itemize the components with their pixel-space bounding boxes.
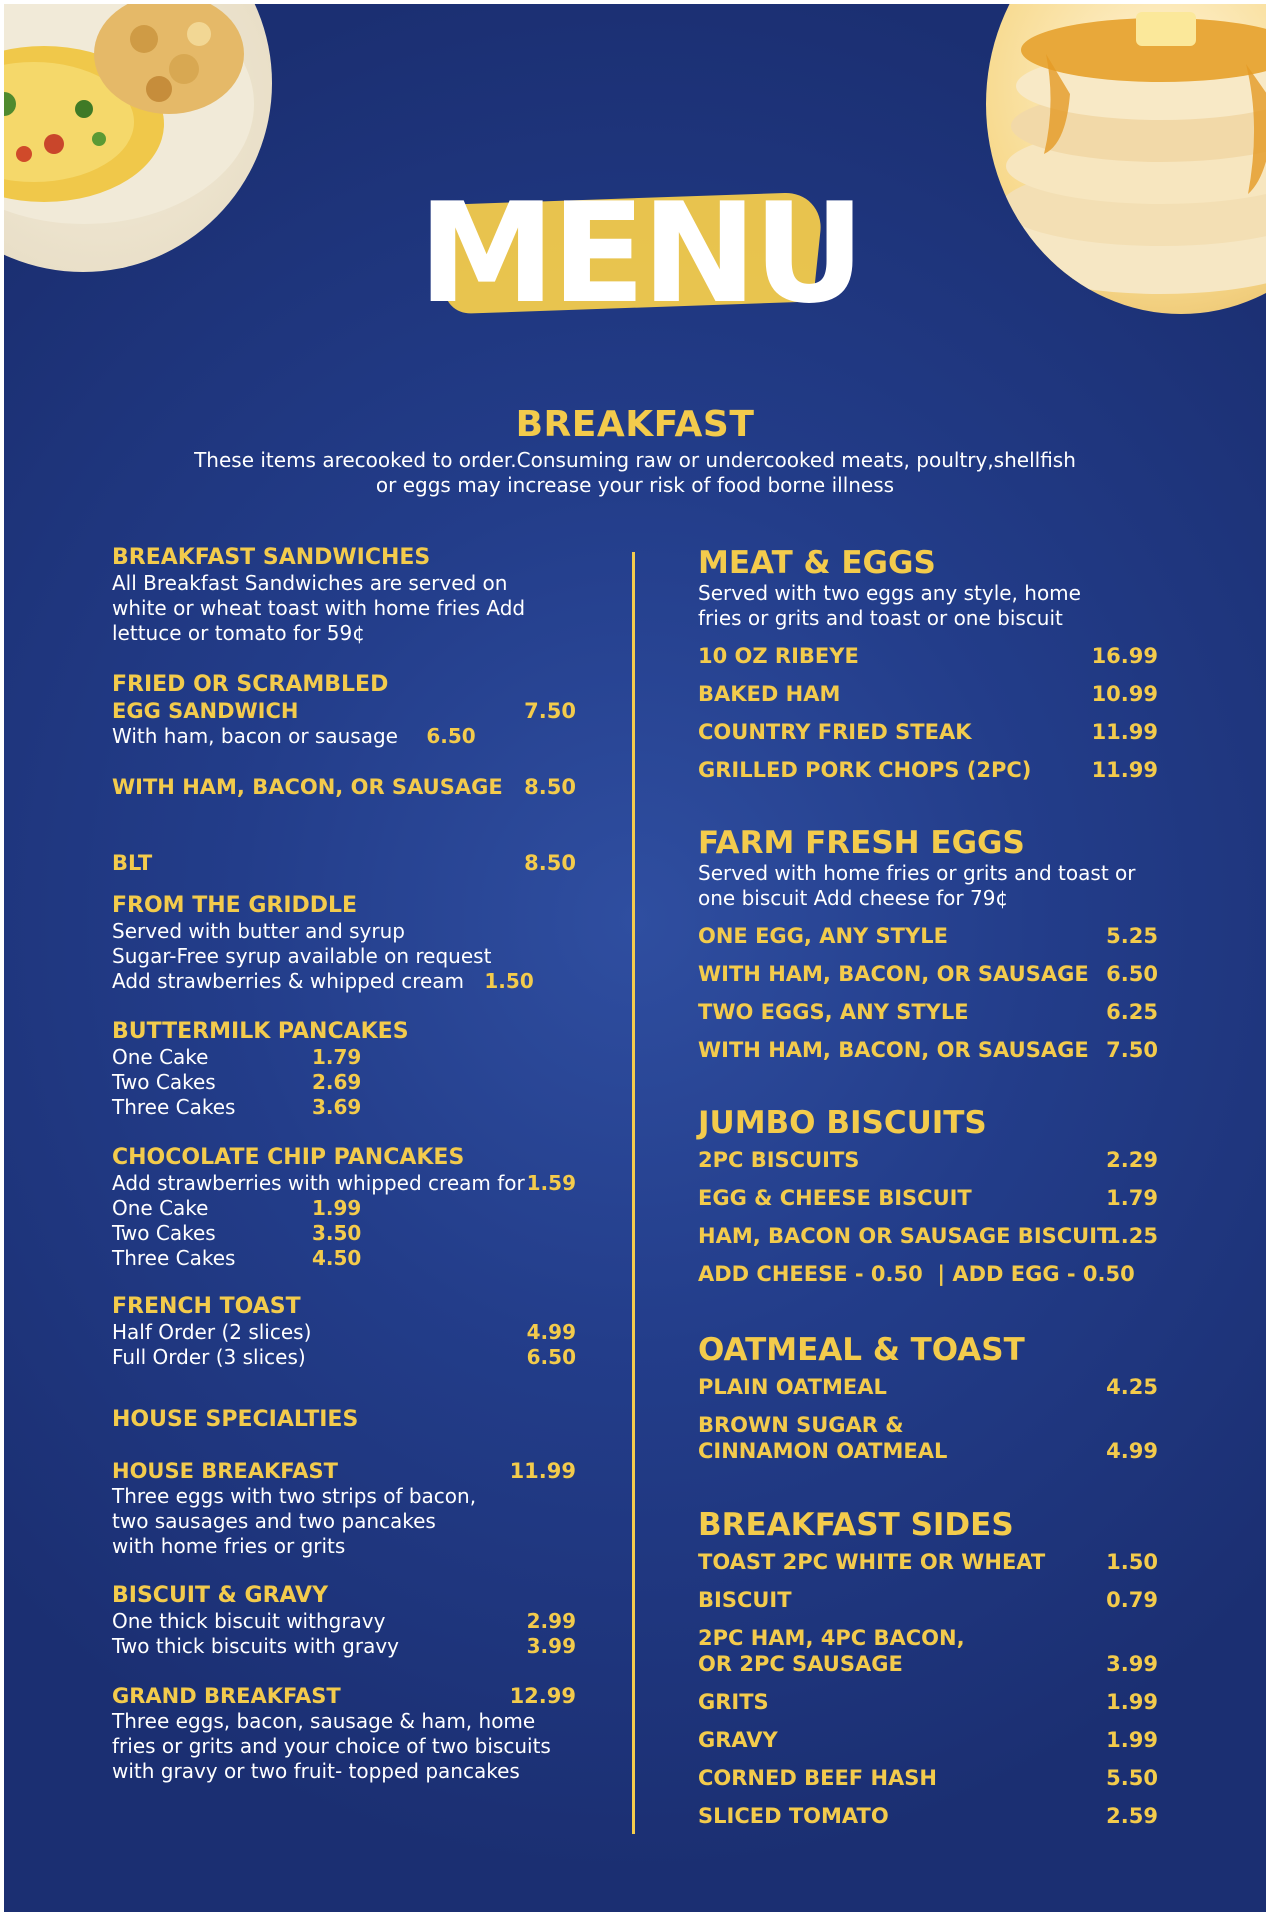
breakfast-heading: BREAKFAST (515, 404, 755, 445)
blt-item (112, 850, 576, 876)
chocolate-row-label: Three Cakes (112, 1246, 236, 1270)
farm-eggs-item-price: 6.50 (1106, 962, 1158, 986)
griddle-line3-price: 1.50 (484, 969, 534, 993)
side-item (698, 1689, 1158, 1727)
meat-eggs-item-price: 16.99 (1091, 644, 1158, 668)
side-item-name: GRITS (698, 1690, 769, 1714)
chocolate-add-row (112, 1171, 576, 1196)
farm-eggs-item-price: 7.50 (1106, 1038, 1158, 1062)
farm-eggs-item-name: TWO EGGS, ANY STYLE (698, 1000, 969, 1024)
jumbo-item-price: 1.25 (1106, 1224, 1158, 1248)
buttermilk-row (112, 1070, 576, 1095)
buttermilk-row (112, 1045, 576, 1070)
blt-price: 8.50 (524, 851, 576, 875)
side-item-price: 1.99 (1106, 1728, 1158, 1752)
side-meat-name-line2: OR 2PC SAUSAGE (698, 1652, 903, 1676)
oatmeal-heading: OATMEAL & TOAST (698, 1332, 1025, 1368)
meat-eggs-item-name: GRILLED PORK CHOPS (2PC) (698, 758, 1032, 782)
side-item-price: 0.79 (1106, 1588, 1158, 1612)
fried-egg-sub-row (112, 724, 576, 749)
french-toast-section (112, 1294, 576, 1370)
meat-eggs-heading: MEAT & EGGS (698, 545, 936, 581)
french-toast-row-label: Full Order (3 slices) (112, 1345, 306, 1369)
grand-breakfast-name: GRAND BREAKFAST (112, 1684, 341, 1708)
biscuit-gravy-row-label: Two thick biscuits with gravy (112, 1634, 400, 1658)
meat-eggs-item-price: 10.99 (1091, 682, 1158, 706)
house-breakfast-item (112, 1458, 576, 1559)
griddle-line2: Sugar-Free syrup available on request (112, 944, 492, 968)
french-toast-row-price: 4.99 (526, 1320, 576, 1344)
farm-eggs-desc: Served with home fries or grits and toast or one biscuit Add cheese for 79¢ (698, 861, 1136, 910)
jumbo-item-name: EGG & CHEESE BISCUIT (698, 1186, 972, 1210)
meat-eggs-item (698, 757, 1158, 795)
farm-eggs-item-price: 5.25 (1106, 924, 1158, 948)
jumbo-addons: ADD CHEESE - 0.50 | ADD EGG - 0.50 (698, 1262, 1135, 1286)
jumbo-biscuits-heading: JUMBO BISCUITS (698, 1105, 987, 1141)
breakfast-sandwiches-heading: BREAKFAST SANDWICHES (112, 545, 431, 570)
jumbo-item-name: 2PC BISCUITS (698, 1148, 860, 1172)
buttermilk-row-price: 2.69 (312, 1070, 362, 1094)
oatmeal-section (698, 1332, 1158, 1464)
meat-eggs-item-price: 11.99 (1091, 758, 1158, 782)
griddle-section (112, 893, 576, 994)
meat-eggs-item-name: 10 OZ RIBEYE (698, 644, 859, 668)
buttermilk-section (112, 1019, 576, 1120)
side-item (698, 1765, 1158, 1803)
chocolate-section (112, 1145, 576, 1271)
buttermilk-row-price: 1.79 (312, 1045, 362, 1069)
side-item (698, 1651, 1158, 1689)
jumbo-item (698, 1147, 1158, 1185)
farm-eggs-item (698, 1037, 1158, 1075)
jumbo-item-price: 2.29 (1106, 1148, 1158, 1172)
side-meat-name-line1: 2PC HAM, 4PC BACON, (698, 1626, 965, 1650)
meat-eggs-item (698, 643, 1158, 681)
chocolate-row (112, 1246, 576, 1271)
jumbo-item-price: 1.79 (1106, 1186, 1158, 1210)
side-item-name: TOAST 2PC WHITE OR WHEAT (698, 1550, 1046, 1574)
farm-eggs-item-name: ONE EGG, ANY STYLE (698, 924, 948, 948)
french-toast-row-label: Half Order (2 slices) (112, 1320, 312, 1344)
menu-page (4, 4, 1266, 1912)
menu-title-block (418, 173, 862, 334)
side-item-name: SLICED TOMATO (698, 1804, 889, 1828)
breakfast-intro: These items arecooked to order.Consuming raw or undercooked meats, poultry,shellfish or eggs may increase your risk of food borne illness (194, 448, 1076, 497)
omelette-illustration (4, 4, 272, 272)
fried-egg-name-line1: FRIED OR SCRAMBLED (112, 672, 389, 697)
side-item-name: BISCUIT (698, 1588, 792, 1612)
chocolate-row-label: Two Cakes (112, 1221, 216, 1245)
buttermilk-row-label: Three Cakes (112, 1095, 236, 1119)
grand-breakfast-price: 12.99 (509, 1684, 576, 1708)
side-item (698, 1727, 1158, 1765)
chocolate-row (112, 1221, 576, 1246)
griddle-line3: Add strawberries & whipped cream (112, 969, 465, 993)
house-breakfast-name: HOUSE BREAKFAST (112, 1459, 338, 1483)
buttermilk-row (112, 1095, 576, 1120)
fried-egg-name-line2: EGG SANDWICH (112, 699, 299, 723)
chocolate-add: Add strawberries with whipped cream for (112, 1171, 525, 1195)
pancakes-photo (986, 4, 1266, 314)
house-breakfast-price: 11.99 (509, 1459, 576, 1483)
chocolate-add-price: 1.59 (526, 1171, 576, 1195)
biscuit-gravy-row-price: 3.99 (526, 1634, 576, 1658)
chocolate-row-price: 3.50 (312, 1221, 362, 1245)
griddle-line1: Served with butter and syrup (112, 919, 405, 943)
biscuit-gravy-row-price: 2.99 (526, 1609, 576, 1633)
french-toast-heading: FRENCH TOAST (112, 1294, 301, 1319)
biscuit-gravy-row (112, 1609, 576, 1634)
sides-heading: BREAKFAST SIDES (698, 1507, 1014, 1543)
brown-sugar-price: 4.99 (1106, 1439, 1158, 1463)
column-divider (632, 552, 635, 1834)
side-item-price: 1.99 (1106, 1690, 1158, 1714)
chocolate-row-price: 4.50 (312, 1246, 362, 1270)
plain-oatmeal-name: PLAIN OATMEAL (698, 1375, 887, 1399)
side-item-name: CORNED BEEF HASH (698, 1766, 937, 1790)
meat-eggs-section (698, 545, 1158, 795)
side-item (698, 1549, 1158, 1587)
with-ham-price: 8.50 (524, 775, 576, 799)
brown-sugar-name-line1: BROWN SUGAR & (698, 1413, 904, 1437)
house-breakfast-desc: Three eggs with two strips of bacon, two sausages and two pancakes with home fries or grits (112, 1484, 477, 1558)
fried-egg-item (112, 672, 576, 749)
plain-oatmeal-price: 4.25 (1106, 1375, 1158, 1399)
meat-eggs-desc: Served with two eggs any style, home fries or grits and toast or one biscuit (698, 581, 1081, 630)
side-item-price: 1.50 (1106, 1550, 1158, 1574)
jumbo-item (698, 1185, 1158, 1223)
side-item-price: 2.59 (1106, 1804, 1158, 1828)
brown-sugar-item (698, 1438, 1158, 1464)
french-toast-row-price: 6.50 (526, 1345, 576, 1369)
meat-eggs-item-name: BAKED HAM (698, 682, 841, 706)
sides-section (698, 1507, 1158, 1841)
buttermilk-row-label: Two Cakes (112, 1070, 216, 1094)
jumbo-biscuits-section (698, 1105, 1158, 1287)
side-item (698, 1587, 1158, 1625)
biscuit-gravy-section (112, 1583, 576, 1659)
menu-title: MENU (418, 173, 862, 334)
grand-breakfast-item (112, 1683, 576, 1784)
farm-eggs-item (698, 923, 1158, 961)
house-specialties-heading: HOUSE SPECIALTIES (112, 1407, 359, 1432)
farm-eggs-heading: FARM FRESH EGGS (698, 825, 1025, 861)
biscuit-gravy-heading: BISCUIT & GRAVY (112, 1583, 328, 1608)
side-item-name: GRAVY (698, 1728, 778, 1752)
griddle-line3-row (112, 969, 576, 994)
meat-eggs-item (698, 681, 1158, 719)
jumbo-item-name: HAM, BACON OR SAUSAGE BISCUIT (698, 1224, 1112, 1248)
with-ham-name: WITH HAM, BACON, OR SAUSAGE (112, 775, 503, 799)
buttermilk-heading: BUTTERMILK PANCAKES (112, 1019, 409, 1044)
farm-eggs-item-name: WITH HAM, BACON, OR SAUSAGE (698, 962, 1089, 986)
farm-eggs-section (698, 825, 1158, 1075)
chocolate-row (112, 1196, 576, 1221)
breakfast-sandwiches-desc: All Breakfast Sandwiches are served on white or wheat toast with home fries Add lettuce or tomato for 59¢ (112, 571, 526, 645)
french-toast-row (112, 1320, 576, 1345)
side-item-price: 5.50 (1106, 1766, 1158, 1790)
pancakes-illustration (986, 4, 1266, 314)
fried-egg-price: 7.50 (524, 699, 576, 723)
grand-breakfast-desc: Three eggs, bacon, sausage & ham, home fries or grits and your choice of two biscuits with gravy or two fruit- topped pancakes (112, 1709, 551, 1783)
farm-eggs-item-name: WITH HAM, BACON, OR SAUSAGE (698, 1038, 1089, 1062)
chocolate-row-price: 1.99 (312, 1196, 362, 1220)
farm-eggs-item (698, 961, 1158, 999)
fried-egg-sub: With ham, bacon or sausage (112, 724, 398, 748)
biscuit-gravy-row-label: One thick biscuit withgravy (112, 1609, 386, 1633)
with-ham-item (112, 774, 576, 800)
side-item-price: 3.99 (1106, 1652, 1158, 1676)
brown-sugar-name-line2: CINNAMON OATMEAL (698, 1439, 948, 1463)
omelette-photo (4, 4, 272, 272)
farm-eggs-item-price: 6.25 (1106, 1000, 1158, 1024)
farm-eggs-item (698, 999, 1158, 1037)
biscuit-gravy-row (112, 1634, 576, 1659)
breakfast-sandwiches-section (112, 545, 576, 646)
meat-eggs-item (698, 719, 1158, 757)
blt-name: BLT (112, 851, 153, 875)
chocolate-heading: CHOCOLATE CHIP PANCAKES (112, 1145, 465, 1170)
buttermilk-row-price: 3.69 (312, 1095, 362, 1119)
jumbo-item (698, 1223, 1158, 1261)
french-toast-row (112, 1345, 576, 1370)
griddle-heading: FROM THE GRIDDLE (112, 893, 358, 918)
meat-eggs-item-name: COUNTRY FRIED STEAK (698, 720, 972, 744)
chocolate-row-label: One Cake (112, 1196, 209, 1220)
plain-oatmeal-item (698, 1374, 1158, 1412)
meat-eggs-item-price: 11.99 (1091, 720, 1158, 744)
side-item (698, 1803, 1158, 1841)
buttermilk-row-label: One Cake (112, 1045, 209, 1069)
fried-egg-sub-price: 6.50 (426, 724, 476, 748)
